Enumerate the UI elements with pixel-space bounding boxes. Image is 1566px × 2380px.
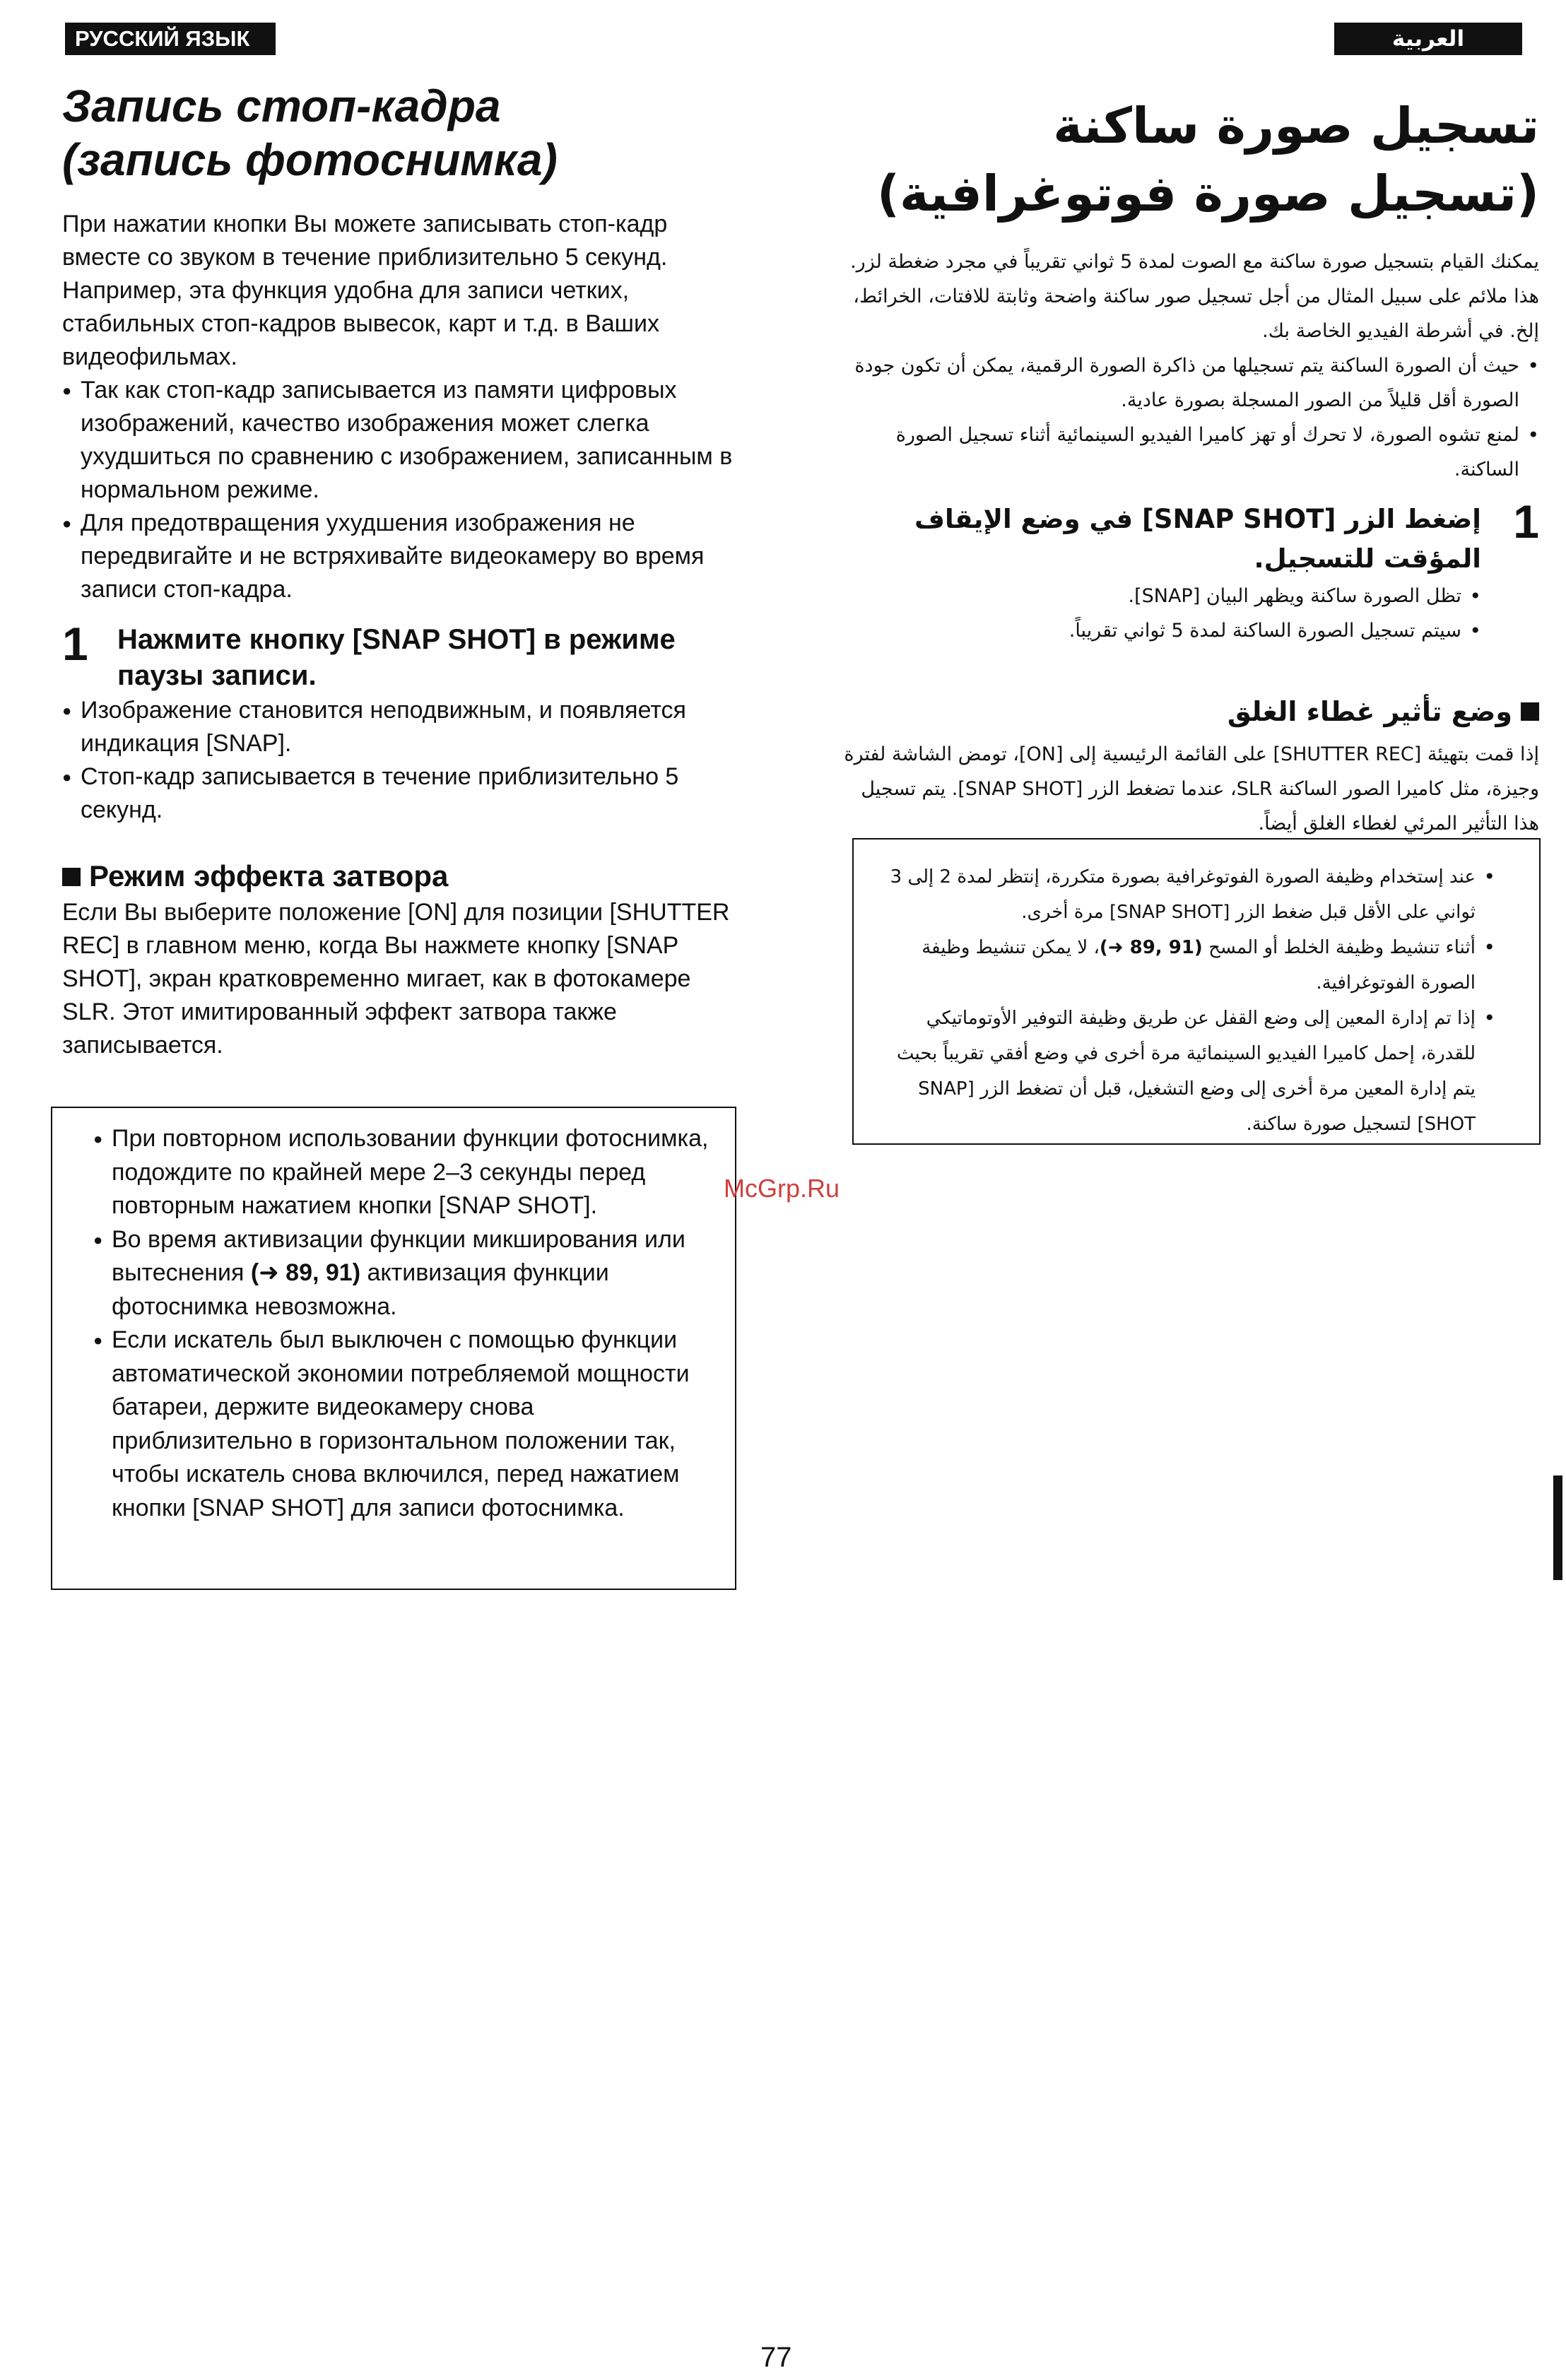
title-line-2: (تسجيل صورة فوتوغرافية) xyxy=(876,165,1539,223)
watermark: McGrp.Ru xyxy=(724,1174,840,1203)
step-1 xyxy=(62,618,741,827)
intro-paragraph: يمكنك القيام بتسجيل صورة ساكنة مع الصوت لمدة 5 ثواني تقريباً في مجرد ضغطة لزر. هذا ملائم على سبيل المثال من أجل تسجيل صور ساكنة واضحة وثابتة للافتات، الخرائط، إلخ. في أشرطة الفيديو الخاصة بك. xyxy=(850,251,1539,342)
square-bullet-icon xyxy=(1521,702,1539,721)
title-line-1: Запись стоп-кадра xyxy=(62,81,501,131)
list-item: • حيث أن الصورة الساكنة يتم تسجيلها من ذاكرة الصورة الرقمية، يمكن أن تكون جودة الصورة أقل قليلاً من الصور المسجلة بصورة عادية. xyxy=(841,348,1539,418)
step-number: 1 xyxy=(62,618,88,670)
list-item: ● Для предотвращения ухудшения изображения не передвигайте и не встряхивайте видеокамеру во время записи стоп-кадра. xyxy=(62,507,741,606)
note-text: أثناء تنشيط وظيفة الخلط أو المسح xyxy=(1202,937,1476,958)
note-text: ، لا يمكن تنشيط وظيفة الصورة الفوتوغرافية. xyxy=(922,937,1476,994)
square-bullet-icon xyxy=(62,868,81,886)
note-box-russian xyxy=(51,1107,736,1590)
page-edge-marker xyxy=(1553,1475,1562,1580)
note-bullets xyxy=(882,859,1495,1142)
intro-bullets xyxy=(62,374,741,606)
step-bullets xyxy=(62,694,741,827)
section-heading-shutter xyxy=(841,693,1539,730)
intro-bullets xyxy=(841,348,1539,487)
language-tag-arabic: العربية xyxy=(1334,23,1522,55)
shutter-paragraph: Если Вы выберите положение [ON] для позиции [SHUTTER REC] в главном меню, когда Вы нажмете кнопку [SNAP SHOT], экран кратковременно мигает, как в фотокамере SLR. Этот имитированный эффект затвора также записывается. xyxy=(62,899,730,1059)
list-item xyxy=(882,930,1495,1001)
list-item: ● Стоп-кадр записывается в течение приблизительно 5 секунд. xyxy=(62,760,741,827)
title-line-2: (запись фотоснимка) xyxy=(62,134,558,185)
page-title-russian xyxy=(62,79,741,187)
list-item: • عند إستخدام وظيفة الصورة الفوتوغرافية بصورة متكررة، إنتظر لمدة 2 إلى 3 ثواني على الأقل قبل ضغط الزر [SNAP SHOT] مرة أخرى. xyxy=(882,859,1495,930)
step-instruction xyxy=(841,500,1481,579)
title-line-1: تسجيل صورة ساكنة xyxy=(1053,97,1539,155)
list-item: ● Если искатель был выключен с помощью функции автоматической экономии потребляемой мощности батареи, держите видеокамеру снова приблизительно в горизонтальном положении так, чтобы искатель снова включился, перед нажатием кнопки [SNAP SHOT] для записи фотоснимка. xyxy=(93,1324,718,1525)
russian-column xyxy=(62,79,741,1062)
section-heading-shutter xyxy=(62,858,741,895)
language-tag-russian: РУССКИЙ ЯЗЫК xyxy=(65,23,276,55)
list-item: • تظل الصورة ساكنة ويظهر البيان [SNAP]. xyxy=(841,579,1481,613)
section-heading-text: وضع تأثير غطاء الغلق xyxy=(1227,696,1512,727)
intro-paragraph: При нажатии кнопки Вы можете записывать стоп-кадр вместе со звуком в течение приблизительно 5 секунд. Например, эта функция удобна для записи четких, стабильных стоп-кадров вывесок, карт и т.д. в Ваших видеофильмах. xyxy=(62,211,668,370)
list-item: ● При повторном использовании функции фотоснимка, подождите по крайней мере 2–3 секунды перед повторным нажатием кнопки [SNAP SHOT]. xyxy=(93,1122,718,1223)
list-item: • سيتم تسجيل الصورة الساكنة لمدة 5 ثواني تقريباً. xyxy=(841,613,1481,648)
step-number: 1 xyxy=(1513,495,1539,548)
shutter-paragraph: إذا قمت بتهيئة [SHUTTER REC] على القائمة الرئيسية إلى [ON]، تومض الشاشة لفترة وجيزة، مثل كاميرا الصور الساكنة SLR، عندما تضغط الزر [SNAP SHOT]. يتم تسجيل هذا التأثير المرئي لغطاء الغلق أيضاً. xyxy=(844,743,1539,835)
button-reference: [SNAP SHOT] xyxy=(1142,504,1336,534)
list-item: ● Изображение становится неподвижным, и появляется индикация [SNAP]. xyxy=(62,694,741,760)
step-1 xyxy=(841,495,1539,648)
page-number: 77 xyxy=(760,2342,792,2373)
list-item: • لمنع تشوه الصورة، لا تحرك أو تهز كاميرا الفيديو السينمائية أثناء تسجيل الصورة الساكنة. xyxy=(841,418,1539,487)
step-bullets xyxy=(841,579,1481,648)
step-text-part: في وضع الإيقاف المؤقت للتسجيل. xyxy=(914,504,1481,574)
list-item: • إذا تم إدارة المعين إلى وضع القفل عن طريق وظيفة التوفير الأوتوماتيكي للقدرة، إحمل كاميرا الفيديو السينمائية مرة أخرى في وضع أفقي تقريباً بحيث يتم إدارة المعين مرة أخرى إلى وضع التشغيل، قبل أن تضغط الزر [SNAP SHOT] لتسجيل صورة ساكنة. xyxy=(882,1001,1495,1142)
list-item xyxy=(93,1223,718,1324)
page-title-arabic xyxy=(841,92,1539,228)
note-text: Во время активизации функции микширования или вытеснения xyxy=(112,1225,685,1286)
section-heading-text: Режим эффекта затвора xyxy=(89,859,449,892)
note-box-arabic xyxy=(852,838,1541,1145)
list-item: ● Так как стоп-кадр записывается из памяти цифровых изображений, качество изображения может слегка ухудшиться по сравнению с изображением, записанным в нормальном режиме. xyxy=(62,374,741,507)
page-reference: (➜ 89, 91) xyxy=(1099,937,1203,958)
note-text: активизация функции фотоснимка невозможна. xyxy=(112,1259,609,1320)
arabic-column xyxy=(841,92,1539,841)
step-text-part: إضغط الزر xyxy=(1336,504,1481,534)
page-reference: (➜ 89, 91) xyxy=(250,1259,361,1286)
step-instruction: Нажмите кнопку [SNAP SHOT] в режиме паузы записи. xyxy=(117,624,676,691)
note-bullets xyxy=(93,1122,718,1525)
